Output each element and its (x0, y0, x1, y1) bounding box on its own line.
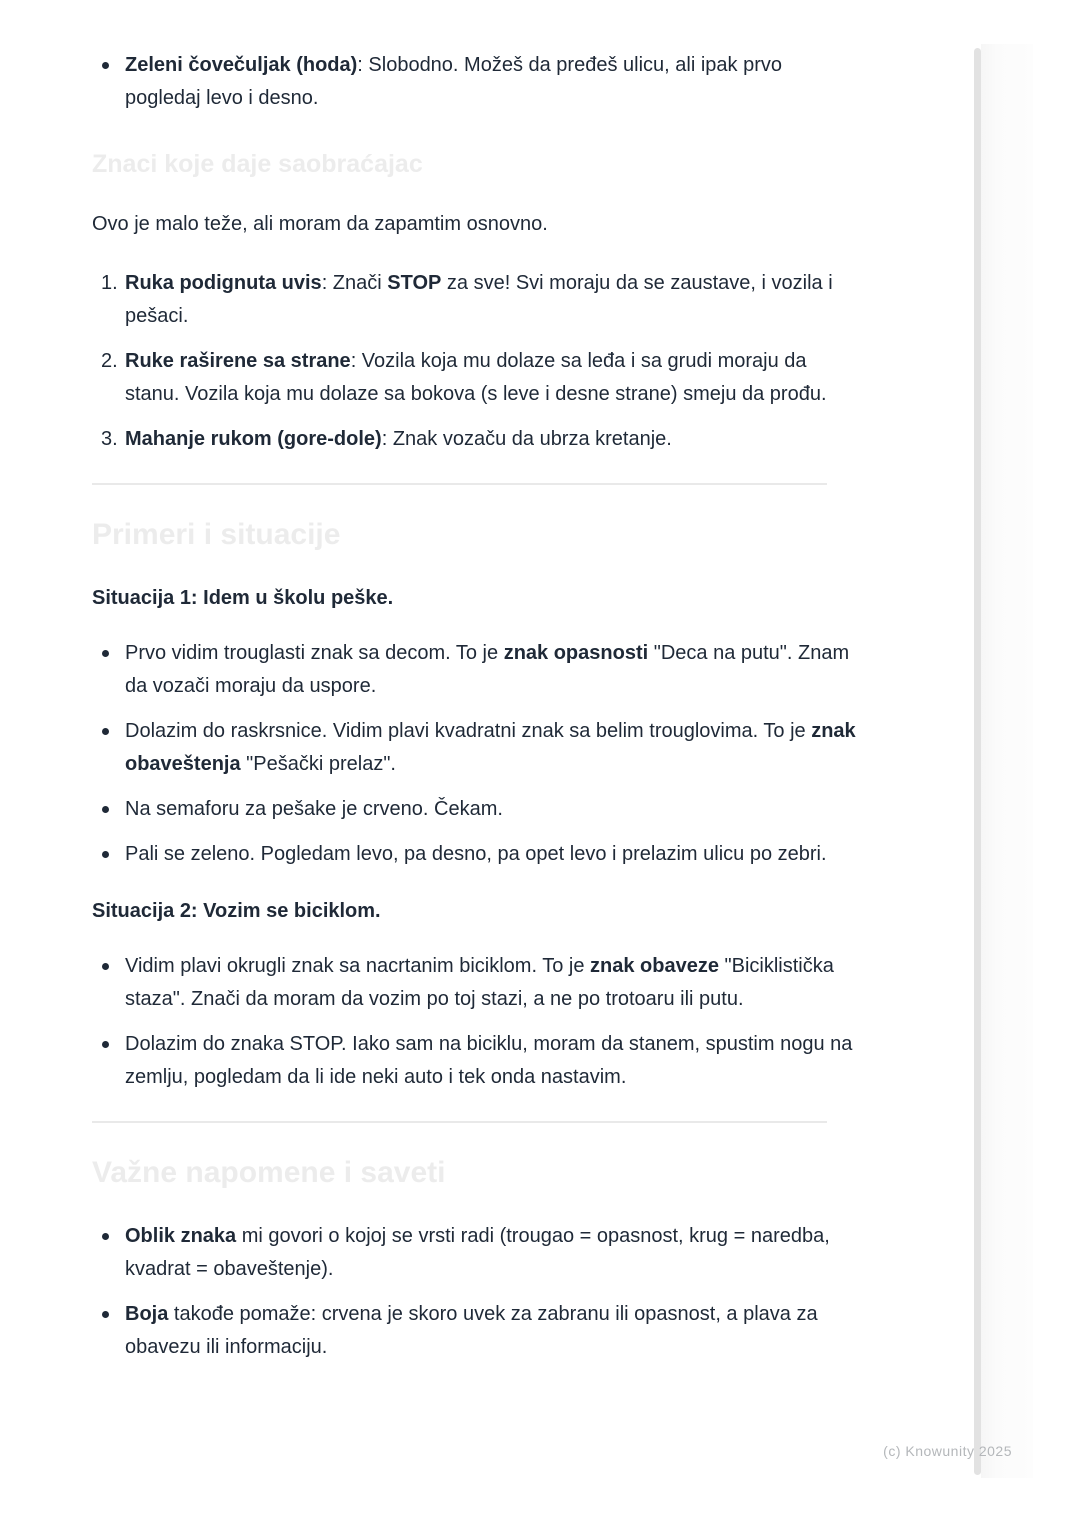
text-run: Ovo je malo teže, ali moram da zapamtim osnovno. (92, 213, 548, 235)
bold-text-run: Zeleni čovečuljak (hoda) (125, 54, 358, 76)
text-run: : Znak vozaču da ubrza kretanje. (381, 428, 672, 450)
right-gutter (981, 44, 1033, 1478)
ordered-list (92, 267, 860, 456)
list-item (92, 1298, 860, 1364)
situation-subheading: Situacija 1: Idem u školu peške. (92, 587, 394, 609)
bold-text-run: STOP (387, 272, 442, 294)
scrollbar-thumb[interactable] (974, 48, 981, 1475)
situation-subheading: Situacija 2: Vozim se biciklom. (92, 900, 381, 922)
section-divider (92, 483, 827, 485)
list-item (92, 1220, 860, 1286)
copyright-watermark: (c) Knowunity 2025 (883, 1443, 1012, 1459)
text-run: : Slobodno. Možeš da pređeš ulicu, ali ipak prvo pogledaj levo i desno. (125, 54, 782, 109)
text-run: Pali se zeleno. Pogledam levo, pa desno, pa opet levo i prelazim ulicu po zebri. (125, 843, 827, 865)
list-item (92, 715, 860, 781)
text-run: "Pešački prelaz". (240, 753, 396, 775)
list-item (92, 637, 860, 703)
text-run: Prvo vidim trouglasti znak sa decom. To je (125, 642, 504, 664)
bold-text-run: znak obaveze (590, 955, 719, 977)
bold-text-run: Mahanje rukom (gore-dole) (125, 428, 382, 450)
bold-text-run: Boja (125, 1303, 169, 1325)
bullet-list (92, 637, 860, 871)
muted-section-heading: Znaci koje daje saobraćajac (92, 150, 423, 178)
text-run: : Znači (321, 272, 388, 294)
bold-text-run: Ruke raširene sa strane (125, 350, 351, 372)
text-run: "Biciklistička staza". Znači da moram da vozim po toj stazi, a ne po trotoaru ili putu. (125, 955, 834, 1010)
bold-text-run: znak obaveštenja (125, 720, 856, 775)
muted-section-heading: Važne napomene i saveti (92, 1156, 446, 1189)
text-run: Dolazim do znaka STOP. Iako sam na biciklu, moram da stanem, spustim nogu na zemlju, pogledam da li ide neki auto i tek onda nastavim. (125, 1033, 853, 1088)
muted-section-heading: Primeri i situacije (92, 518, 341, 551)
list-item (92, 267, 860, 333)
list-item (92, 838, 860, 871)
paragraph (92, 208, 860, 241)
list-item (92, 345, 860, 411)
text-run: "Deca na putu". Znam da vozači moraju da uspore. (125, 642, 850, 697)
text-run: Dolazim do raskrsnice. Vidim plavi kvadratni znak sa belim trouglovima. To je (125, 720, 812, 742)
bold-text-run: znak opasnosti (503, 642, 649, 664)
bold-text-run: Ruka podignuta uvis (125, 272, 322, 294)
section-divider (92, 1121, 827, 1123)
bold-text-run: Oblik znaka (125, 1225, 237, 1247)
text-run: takođe pomaže: crvena je skoro uvek za zabranu ili opasnost, a plava za obavezu ili informaciju. (125, 1303, 818, 1358)
bullet-list (92, 49, 860, 115)
list-item (92, 1028, 860, 1094)
text-run: mi govori o kojoj se vrsti radi (trougao = opasnost, krug = naredba, kvadrat = obaveštenje). (125, 1225, 830, 1280)
note-content (92, 49, 860, 1386)
text-run: : Vozila koja mu dolaze sa leđa i sa grudi moraju da stanu. Vozila koja mu dolaze sa bokova (s leve i desne strane) smeju da prođu. (125, 350, 827, 405)
bullet-list (92, 1220, 860, 1364)
list-item (92, 950, 860, 1016)
list-item (92, 793, 860, 826)
text-run: za sve! Svi moraju da se zaustave, i vozila i pešaci. (125, 272, 833, 327)
list-item (92, 423, 860, 456)
bullet-list (92, 950, 860, 1094)
list-item (92, 49, 860, 115)
text-run: Vidim plavi okrugli znak sa nacrtanim biciklom. To je (125, 955, 591, 977)
text-run: Na semaforu za pešake je crveno. Čekam. (125, 798, 503, 820)
